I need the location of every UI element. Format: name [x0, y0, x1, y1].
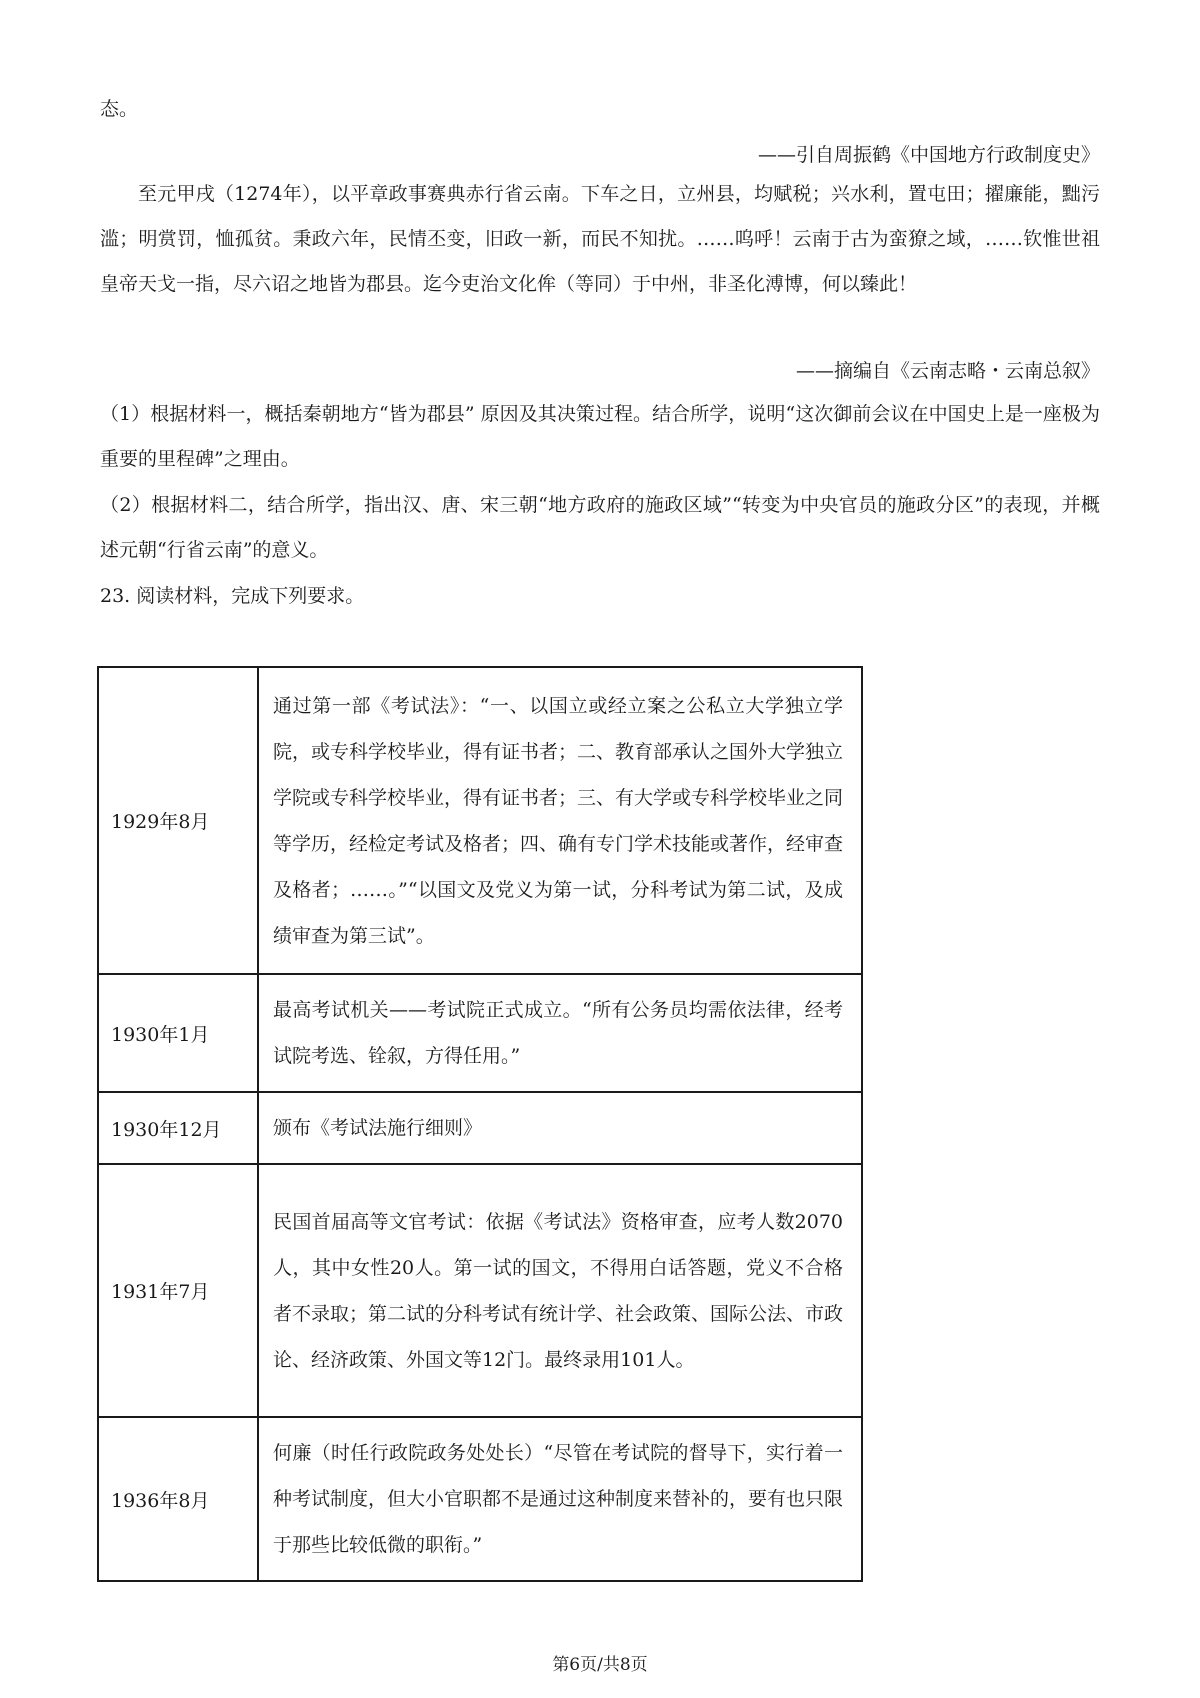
row-description: 民国首届高等文官考试：依据《考试法》资格审查，应考人数2070人，其中女性20人。第一试的国文，不得用白话答题，党义不合格者不录取；第二试的分科考试有统计学、社会政策、国际公法、市政论、经济政策、外国文等12门。最终录用101人。	[258, 1164, 862, 1417]
source-citation-1: ——引自周振鹤《中国地方行政制度史》	[757, 144, 1100, 166]
table-row	[98, 1417, 862, 1581]
row-description: 通过第一部《考试法》：“一、以国立或经立案之公私立大学独立学院，或专科学校毕业，得有证书者；二、教育部承认之国外大学独立学院或专科学校毕业，得有证书者；三、有大学或专科学校毕业之同等学历，经检定考试及格者；四、确有专门学术技能或著作，经审查及格者；……。”“以国文及党义为第一试，分科考试为第二试，及成绩审查为第三试”。	[258, 667, 862, 974]
table-row	[98, 1164, 862, 1417]
row-date: 1930年1月	[98, 974, 258, 1092]
row-date: 1936年8月	[98, 1417, 258, 1581]
question-2: （2）根据材料二，结合所学，指出汉、唐、宋三朝“地方政府的施政区域”“转变为中央官员的施政分区”的表现，并概述元朝“行省云南”的意义。	[100, 494, 1100, 561]
material-passage: 至元甲戌（1274年），以平章政事赛典赤行省云南。下车之日，立州县，均赋税；兴水利，置屯田；擢廉能，黜污滥；明赏罚，恤孤贫。秉政六年，民情丕变，旧政一新，而民不知扰。……呜呼！云南于古为蛮獠之域，……钦惟世祖皇帝天戈一指，尽六诏之地皆为郡县。迄今吏治文化侔（等同）于中州，非圣化溥博，何以臻此！	[100, 183, 1100, 295]
question-1: （1）根据材料一，概括秦朝地方“皆为郡县” 原因及其决策过程。结合所学，说明“这次御前会议在中国史上是一座极为重要的里程碑”之理由。	[100, 403, 1100, 470]
source-citation-2: ——摘编自《云南志略・云南总叙》	[795, 360, 1100, 382]
table-row	[98, 1092, 862, 1164]
row-date: 1930年12月	[98, 1092, 258, 1164]
continued-text: 态。	[100, 98, 139, 120]
row-description: 最高考试机关——考试院正式成立。“所有公务员均需依法律，经考试院考选、铨叙，方得任用。”	[258, 974, 862, 1092]
row-date: 1931年7月	[98, 1164, 258, 1417]
table-row	[98, 667, 862, 974]
question-23-heading: 23. 阅读材料，完成下列要求。	[100, 585, 365, 607]
page-number: 第6页/共8页	[552, 1655, 648, 1675]
row-description: 颁布《考试法施行细则》	[258, 1092, 862, 1164]
exam-history-table	[97, 666, 863, 1582]
row-date: 1929年8月	[98, 667, 258, 974]
row-description: 何廉（时任行政院政务处处长）“尽管在考试院的督导下，实行着一种考试制度，但大小官职都不是通过这种制度来替补的，要有也只限于那些比较低微的职衔。”	[258, 1417, 862, 1581]
table-row	[98, 974, 862, 1092]
